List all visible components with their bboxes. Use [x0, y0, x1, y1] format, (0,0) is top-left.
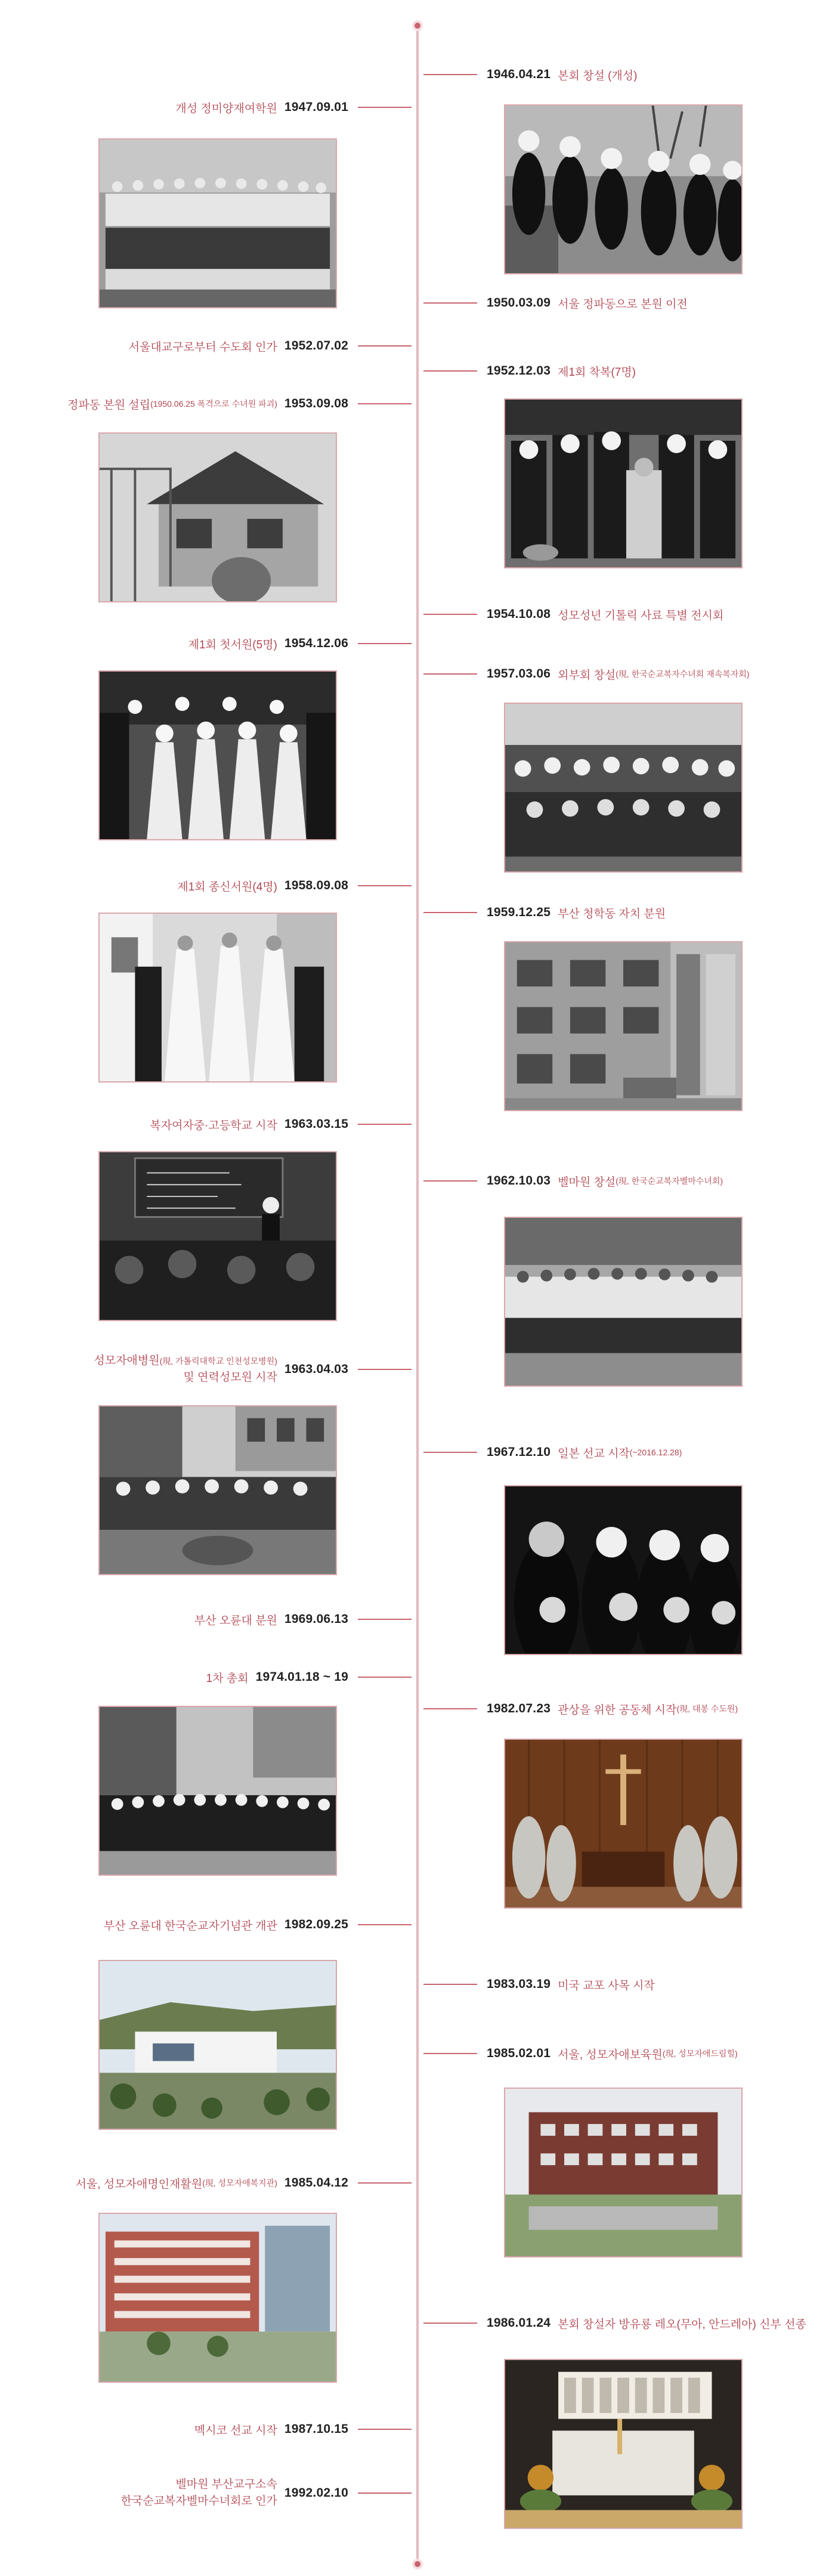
- timeline-event: 복자여자중·고등학교 시작 1963.03.15: [150, 1115, 412, 1133]
- timeline-axis: [416, 27, 419, 2565]
- group-portrait-photo-icon: [504, 1217, 743, 1387]
- timeline-event: 1957.03.06 외부회 창설 (現, 한국순교복자수녀회 재속복자회): [423, 665, 750, 683]
- assembly-hall-photo-icon: [504, 703, 743, 873]
- convent-building-photo-icon: [98, 432, 337, 602]
- school-group-photo-icon: [98, 138, 337, 308]
- clothing-ceremony-photo-icon: [504, 398, 743, 568]
- timeline-event: 1952.12.03 제1회 착복(7명): [423, 362, 636, 380]
- timeline-event: 1983.03.19 미국 교포 사목 시작: [423, 1975, 655, 1993]
- timeline-event: 제1회 종신서원(4명) 1958.09.08: [177, 877, 412, 895]
- timeline-event: 1950.03.09 서울 정파동으로 본원 이전: [423, 294, 688, 312]
- timeline-event: 1차 총회 1974.01.18 ~ 19: [206, 1668, 412, 1686]
- chapel-altar-photo-icon: [504, 1739, 743, 1909]
- memorial-hall-photo-icon: [98, 1960, 337, 2130]
- orphanage-building-photo-icon: [504, 2088, 743, 2258]
- timeline-event: 개성 정미양재여학원 1947.09.01: [175, 98, 412, 116]
- timeline-event: 성모자애병원(現, 가톨릭대학교 인천성모병원) 및 연력성모원 시작 1963.04.03: [94, 1353, 412, 1386]
- timeline-event: 제1회 첫서원(5명) 1954.12.06: [188, 635, 412, 652]
- event-title: 벨마원 부산교구소속: [175, 2478, 277, 2491]
- event-title: 성모자애병원: [94, 1355, 160, 1367]
- timeline-event: 1967.12.10 일본 선교 시작 (~2016.12.28): [423, 1443, 682, 1461]
- final-vows-photo-icon: [98, 913, 337, 1083]
- timeline-event: 서울, 성모자애명인재활원 (現, 성모자애복지관) 1985.04.12: [76, 2174, 412, 2192]
- timeline-event: 1946.04.21 본회 창설 (개성): [423, 66, 637, 84]
- timeline-event: 1986.01.24 본회 창설자 방유룡 레오(무아, 안드레아) 신부 선종: [423, 2314, 806, 2332]
- general-chapter-photo-icon: [98, 1706, 337, 1876]
- timeline-event: 정파동 본원 설립 (1950.06.25 폭격으로 수녀원 파괴) 1953.09.08: [67, 395, 412, 413]
- timeline-event: 부산 오륜대 분원 1969.06.13: [194, 1610, 412, 1628]
- timeline-event: 서울대교구로부터 수도회 인가 1952.07.02: [129, 337, 412, 355]
- timeline-event: 1982.07.23 관상을 위한 공동체 시작 (現, 대봉 수도원): [423, 1700, 738, 1718]
- timeline-event: 부산 오륜대 한국순교자기념관 개관 1982.09.25: [104, 1916, 412, 1934]
- event-note: (現, 가톨릭대학교 인천성모병원): [159, 1356, 277, 1366]
- timeline-event: 1985.02.01 서울, 성모자애보육원 (現, 성모자애드림힐): [423, 2045, 738, 2062]
- branch-house-photo-icon: [504, 941, 743, 1111]
- event-title-line2: 및 연력성모원 시작: [183, 1371, 277, 1384]
- classroom-photo-icon: [98, 1151, 337, 1321]
- timeline-event: 1954.10.08 성모성년 기톨릭 사료 특별 전시회: [423, 605, 723, 623]
- timeline-event: 1959.12.25 부산 청학동 자치 분원: [423, 904, 666, 921]
- timeline-event: 멕시코 선교 시작 1987.10.15: [194, 2420, 412, 2438]
- sisters-outdoor-photo-icon: [504, 104, 743, 274]
- japan-mission-photo-icon: [504, 1485, 743, 1655]
- founder-memorial-photo-icon: [504, 2359, 743, 2529]
- timeline-start-dot: [412, 20, 423, 31]
- timeline-event: 1962.10.03 벨마원 창설 (現, 한국순교복자벨마수녀회): [423, 1172, 723, 1190]
- welfare-center-photo-icon: [98, 2213, 337, 2383]
- timeline-event: 벨마원 부산교구소속 한국순교복자벨마수녀회로 인가 1992.02.10: [121, 2476, 412, 2510]
- hospital-group-photo-icon: [98, 1405, 337, 1575]
- event-title-line2: 한국순교복자벨마수녀회로 인가: [120, 2495, 277, 2507]
- timeline-end-dot: [412, 2559, 423, 2569]
- first-vows-photo-icon: [98, 670, 337, 840]
